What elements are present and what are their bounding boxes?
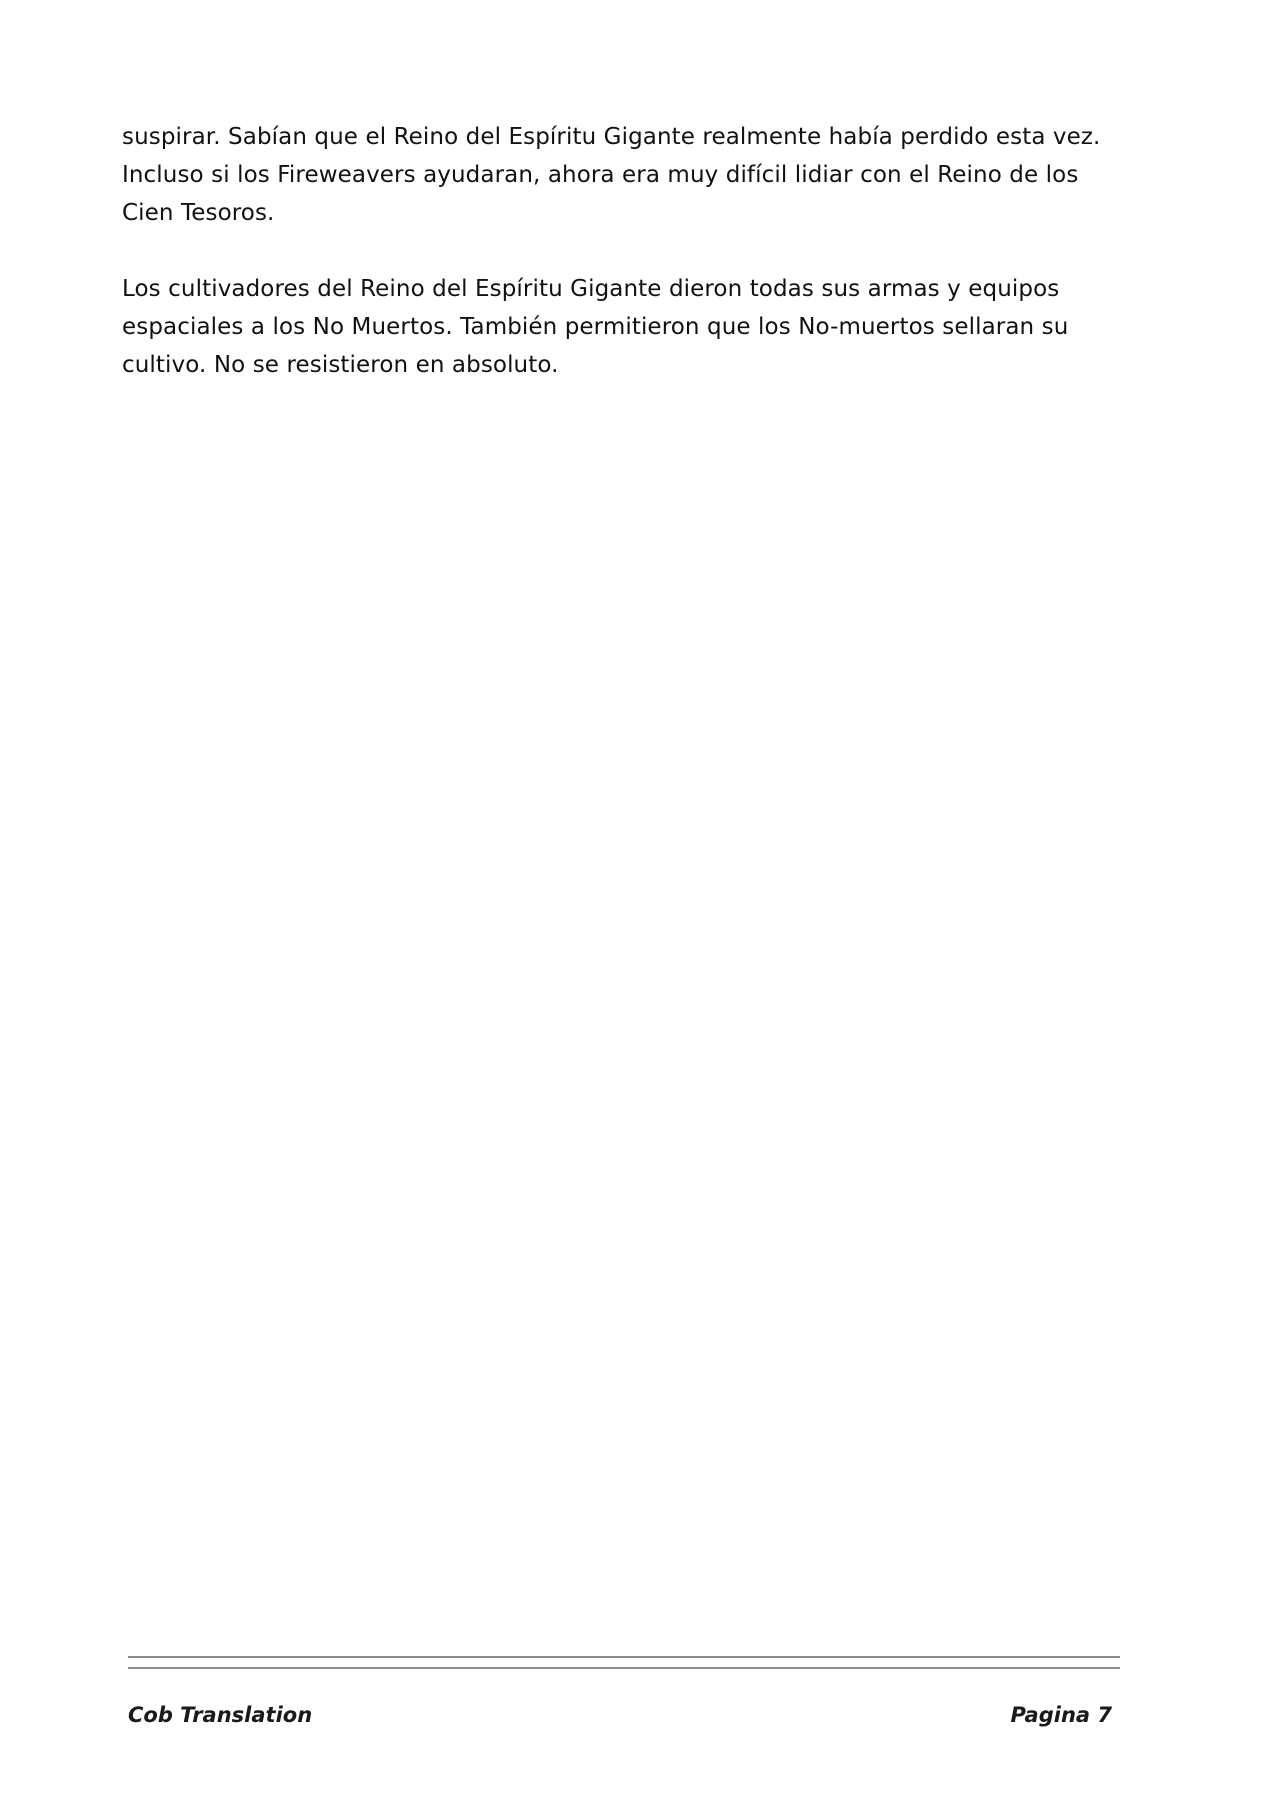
paragraph: Los cultivadores del Reino del Espíritu Gigante dieron todas sus armas y equipos espaciales a los No Muertos. También permitieron que los No-muertos sellaran su cultivo. No se resistieron en absoluto. (122, 276, 1069, 378)
page-number: Pagina 7 (1010, 1703, 1112, 1727)
footer-divider (128, 1667, 1120, 1669)
footer-publisher: Cob Translation (128, 1703, 313, 1727)
paragraph: suspirar. Sabían que el Reino del Espíritu Gigante realmente había perdido esta vez. Incluso si los Fireweavers ayudaran, ahora era muy difícil lidiar con el Reino de los Cien Tesoros. (122, 124, 1101, 226)
footer-divider (128, 1656, 1120, 1658)
body-text (122, 118, 1132, 422)
